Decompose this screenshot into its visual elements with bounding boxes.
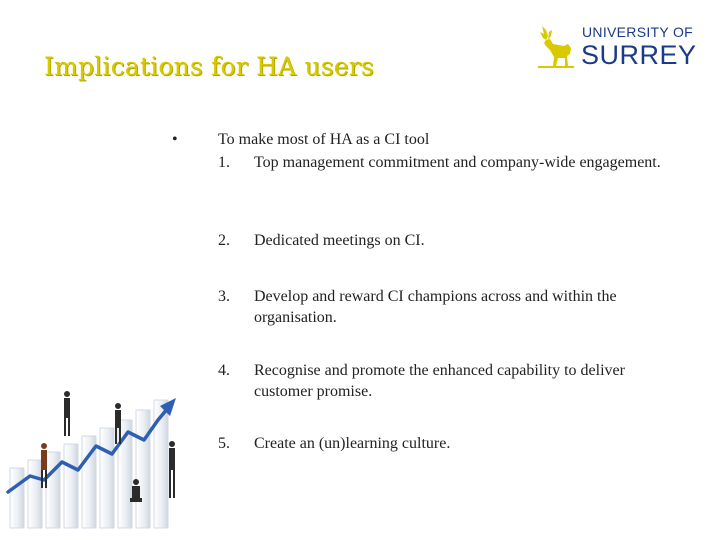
- item-text: Top management commitment and company-wide engagement.: [254, 154, 661, 171]
- item-text: Recognise and promote the enhanced capability to deliver customer promise.: [254, 362, 625, 400]
- stag-icon: [534, 22, 576, 72]
- item-number: 5.: [218, 435, 230, 452]
- item-number: 1.: [218, 154, 230, 171]
- logo-text-university-of: UNIVERSITY OF: [582, 24, 693, 40]
- item-text: Develop and reward CI champions across and within the organisation.: [254, 288, 617, 326]
- bullet-symbol: •: [172, 131, 178, 148]
- university-logo: [534, 22, 704, 74]
- bar-columns: [10, 400, 168, 528]
- slide-title: Implications for HA users: [44, 52, 374, 81]
- bullet-text: To make most of HA as a CI tool: [218, 131, 430, 148]
- item-text: Create an (un)learning culture.: [254, 435, 451, 452]
- item-number: 4.: [218, 362, 230, 379]
- item-text: Dedicated meetings on CI.: [254, 232, 425, 249]
- growth-chart-illustration: [0, 380, 200, 540]
- logo-text-surrey: SURREY: [581, 40, 697, 70]
- item-number: 3.: [218, 288, 230, 305]
- item-number: 2.: [218, 232, 230, 249]
